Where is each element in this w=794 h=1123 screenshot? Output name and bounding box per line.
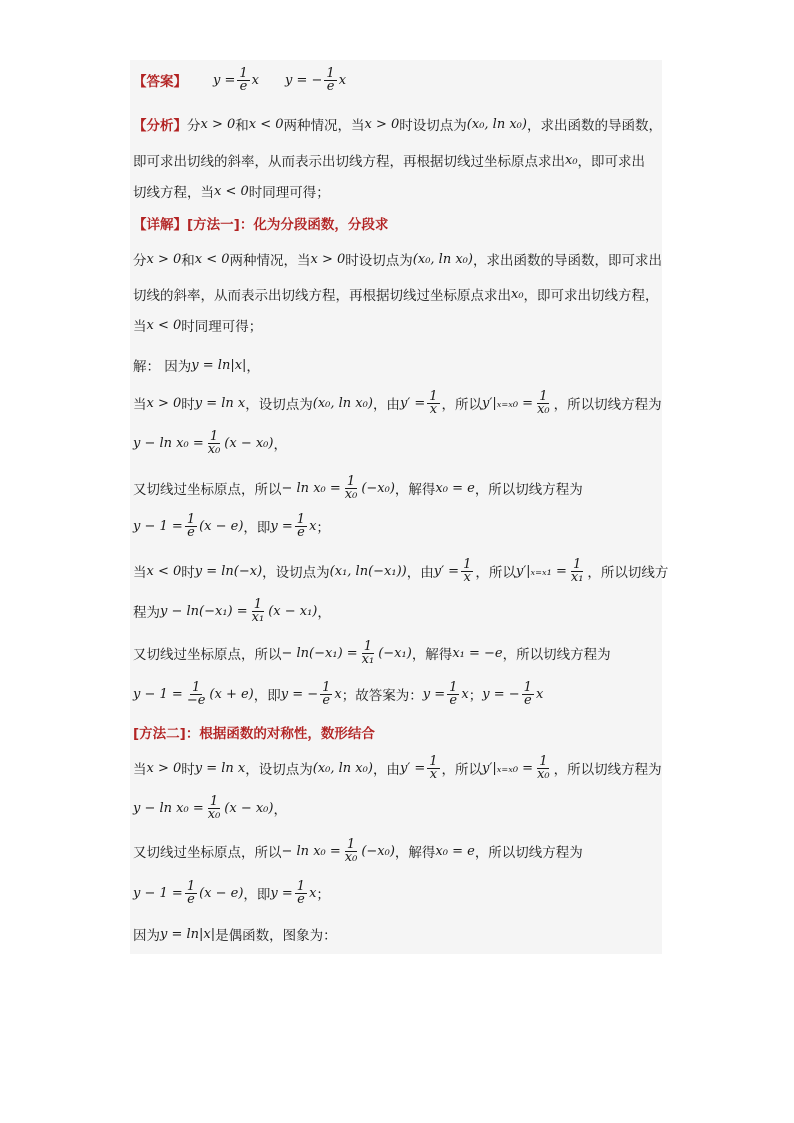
- math-expression: y = ln x: [194, 395, 246, 411]
- fraction: [206, 428, 223, 457]
- body-text: 两种情况，当: [229, 253, 311, 269]
- text-line: [133, 426, 287, 460]
- fraction-denominator: e: [449, 692, 458, 708]
- fraction-numerator: 1: [326, 65, 335, 81]
- fraction-denominator: −e: [186, 692, 206, 708]
- body-text: ，所以切线方程为: [553, 397, 662, 413]
- fraction-denominator: e: [322, 692, 331, 708]
- body-text: ，即: [243, 520, 271, 536]
- math-expression: (−x₀): [361, 843, 395, 859]
- body-text: 时同理可得；: [181, 319, 263, 335]
- math-expression: y = ln|x|: [191, 357, 247, 373]
- fraction: [237, 65, 249, 94]
- body-text: 即可求出切线的斜率，从而表示出切线方程，再根据切线过坐标原点求出: [133, 154, 565, 170]
- fraction-numerator: 1: [429, 753, 438, 769]
- fraction-denominator: x: [429, 766, 438, 782]
- body-text: ，由: [372, 397, 400, 413]
- fraction-numerator: 1: [346, 836, 356, 852]
- math-expression: x < 0: [146, 563, 182, 579]
- body-text: ，设切点为: [245, 397, 313, 413]
- math-expression: x > 0: [146, 251, 182, 267]
- text-line: [133, 509, 330, 543]
- body-text: ，解得: [411, 647, 453, 663]
- body-text: 当: [133, 397, 147, 413]
- body-text: ，: [246, 359, 260, 375]
- math-expression: (x − x₀): [224, 435, 274, 451]
- fraction-numerator: 1: [209, 428, 219, 444]
- text-line: [133, 242, 662, 276]
- fraction-denominator: e: [187, 891, 195, 907]
- text-line: [133, 348, 260, 382]
- body-text: 时同理可得；: [248, 185, 330, 201]
- body-text: 切线的斜率，从而表示出切线方程，再根据切线过坐标原点求出: [133, 288, 511, 304]
- body-text: ；: [316, 520, 330, 536]
- fraction: [427, 753, 439, 782]
- math-expression: x₀: [511, 286, 524, 302]
- fraction: [535, 388, 552, 417]
- text-line: [133, 917, 337, 951]
- math-expression: x: [334, 686, 342, 702]
- body-text: ，解得: [394, 482, 436, 498]
- text-line: [133, 636, 611, 670]
- body-text: ，所以: [475, 565, 516, 581]
- math-expression: x: [535, 686, 544, 702]
- math-expression: y = −: [280, 686, 319, 702]
- math-expression: x: [251, 72, 259, 88]
- body-text: ，解得: [394, 845, 436, 861]
- fraction-numerator: 1: [363, 638, 373, 654]
- math-expression: (x₀, ln x₀): [412, 251, 473, 267]
- body-text: ，即可求出切线方程，: [523, 288, 659, 304]
- math-expression: y − 1 =: [133, 885, 183, 901]
- text-line: [133, 751, 662, 785]
- body-text: ；: [316, 887, 330, 903]
- math-expression: x > 0: [364, 116, 400, 132]
- math-expression: x: [309, 885, 317, 901]
- fraction-denominator: x₀: [537, 401, 550, 417]
- fraction: [461, 556, 473, 585]
- body-text: 时: [181, 397, 195, 413]
- fraction: [447, 679, 459, 708]
- fraction: [343, 473, 360, 502]
- fraction-denominator: x₀: [344, 486, 358, 502]
- text-line: [133, 206, 388, 240]
- fraction-numerator: 1: [209, 793, 219, 809]
- body-text: 时设切点为: [399, 118, 467, 134]
- fraction: [535, 753, 552, 782]
- text-line: [133, 876, 330, 910]
- body-text: ，: [317, 605, 331, 621]
- body-text: ，求出函数的导函数，: [526, 118, 662, 134]
- fraction-numerator: 1: [346, 473, 356, 489]
- body-text: 时: [181, 762, 195, 778]
- body-text: 时: [181, 565, 195, 581]
- fraction: [569, 556, 586, 585]
- math-expression: x₀ = e: [435, 843, 475, 859]
- fraction: [185, 511, 197, 540]
- fraction: [185, 679, 208, 708]
- text-line: [133, 386, 662, 420]
- fraction-denominator: e: [523, 692, 532, 708]
- text-line: [133, 471, 583, 505]
- fraction-numerator: 1: [186, 878, 196, 894]
- fraction-numerator: 1: [429, 388, 438, 404]
- fraction-numerator: 1: [239, 65, 248, 81]
- fraction: [522, 679, 534, 708]
- body-text: ，: [273, 437, 287, 453]
- fraction: [250, 596, 267, 625]
- math-expression: y = −: [482, 686, 520, 702]
- body-text: ，由: [372, 762, 400, 778]
- math-expression: x: [461, 686, 469, 702]
- text-line: [133, 143, 645, 177]
- math-expression: y′|ₓ₌ₓ₀ =: [482, 395, 534, 411]
- fraction: [295, 878, 307, 907]
- math-expression: (x + e): [209, 686, 254, 702]
- body-text: ，即: [243, 887, 271, 903]
- fraction-denominator: x₁: [570, 569, 584, 585]
- fraction-numerator: 1: [523, 679, 532, 695]
- body-text: ，所以切线方程为: [553, 762, 662, 778]
- math-expression: y =: [213, 72, 236, 88]
- math-expression: x₀ = e: [435, 480, 475, 496]
- math-expression: y =: [270, 518, 293, 534]
- body-text: 和: [235, 118, 249, 134]
- math-expression: y − ln x₀ =: [133, 435, 204, 451]
- fraction: [324, 65, 336, 94]
- text-line: [133, 63, 346, 97]
- fraction-denominator: x: [463, 569, 471, 585]
- fraction-denominator: x₀: [207, 441, 221, 457]
- math-expression: x < 0: [194, 251, 230, 267]
- body-text: ，即: [253, 688, 281, 704]
- fraction-denominator: x₀: [537, 766, 550, 782]
- fraction-numerator: 1: [449, 679, 458, 695]
- body-text: ，由: [406, 565, 434, 581]
- body-text: 两种情况，当: [283, 118, 365, 134]
- math-expression: − ln(−x₁) =: [281, 645, 358, 661]
- math-expression: y = ln(−x): [194, 563, 263, 579]
- fraction-denominator: e: [187, 524, 195, 540]
- math-expression: x > 0: [310, 251, 346, 267]
- math-expression: y − 1 =: [133, 518, 183, 534]
- fraction-numerator: 1: [253, 596, 263, 612]
- fraction-numerator: 1: [296, 878, 306, 894]
- math-expression: y′|ₓ₌ₓ₁ =: [515, 563, 567, 579]
- math-expression: (x − x₀): [224, 800, 274, 816]
- math-expression: x: [338, 72, 347, 88]
- math-expression: y = ln x: [194, 760, 246, 776]
- fraction-denominator: x₀: [207, 806, 221, 822]
- body-text: ，求出函数的导函数，即可求出: [472, 253, 662, 269]
- math-expression: (x₀, ln x₀): [312, 760, 373, 776]
- math-expression: x > 0: [146, 395, 182, 411]
- text-line: [133, 834, 583, 868]
- section-label: 【答案】: [133, 74, 187, 90]
- math-expression: (x − e): [199, 518, 244, 534]
- fraction: [427, 388, 439, 417]
- body-text: 当: [133, 319, 147, 335]
- text-line: [133, 277, 659, 311]
- math-expression: x₁ = −e: [452, 645, 503, 661]
- fraction-numerator: 1: [191, 679, 201, 695]
- fraction-numerator: 1: [539, 388, 548, 404]
- math-expression: − ln x₀ =: [281, 480, 341, 496]
- fraction-numerator: 1: [463, 556, 472, 572]
- fraction-numerator: 1: [539, 753, 548, 769]
- text-line: [133, 174, 330, 208]
- math-expression: (−x₁): [378, 645, 412, 661]
- fraction: [185, 878, 197, 907]
- fraction-denominator: e: [239, 78, 248, 94]
- fraction-denominator: x₀: [344, 849, 358, 865]
- body-text: 又切线过坐标原点，所以: [133, 482, 282, 498]
- math-expression: y = ln|x|: [160, 926, 216, 942]
- body-text: 当: [133, 565, 147, 581]
- body-text: ，: [273, 802, 287, 818]
- body-text: ，设切点为: [245, 762, 313, 778]
- math-expression: (x − e): [199, 885, 244, 901]
- math-expression: (x − x₁): [268, 603, 318, 619]
- text-line: [133, 308, 262, 342]
- math-expression: y =: [270, 885, 293, 901]
- fraction-denominator: x: [429, 401, 438, 417]
- fraction-numerator: 1: [572, 556, 582, 572]
- math-expression: y′|ₓ₌ₓ₀ =: [482, 760, 534, 776]
- math-expression: − ln x₀ =: [281, 843, 341, 859]
- fraction: [295, 511, 307, 540]
- body-text: 分: [187, 118, 201, 134]
- body-text: 时设切点为: [345, 253, 413, 269]
- math-expression: x < 0: [248, 116, 284, 132]
- body-text: 因为: [133, 928, 160, 944]
- math-expression: y − ln(−x₁) =: [160, 603, 248, 619]
- body-text: ，所以: [441, 397, 483, 413]
- fraction-denominator: e: [297, 524, 305, 540]
- fraction: [343, 836, 360, 865]
- section-label: 【分析】: [133, 118, 187, 134]
- math-expression: y′ =: [399, 395, 426, 411]
- math-expression: y − 1 =: [133, 686, 183, 702]
- fraction: [206, 793, 223, 822]
- body-text: 当: [133, 762, 147, 778]
- section-label: [方法二]：根据函数的对称性，数形结合: [133, 726, 375, 742]
- fraction-numerator: 1: [186, 511, 196, 527]
- math-expression: (x₀, ln x₀): [312, 395, 373, 411]
- body-text: ，所以切线方: [587, 565, 669, 581]
- math-expression: (−x₀): [361, 480, 395, 496]
- body-text: 解： 因为: [133, 359, 192, 375]
- math-expression: y − ln x₀ =: [133, 800, 204, 816]
- text-line: [133, 791, 287, 825]
- body-text: ，设切点为: [262, 565, 330, 581]
- math-expression: (x₁, ln(−x₁)): [329, 563, 407, 579]
- body-text: 又切线过坐标原点，所以: [133, 647, 282, 663]
- body-text: ；故答案为：: [341, 688, 423, 704]
- math-expression: y =: [422, 686, 446, 702]
- body-text: 程为: [133, 605, 160, 621]
- fraction-numerator: 1: [296, 511, 306, 527]
- math-expression: x: [309, 518, 317, 534]
- fraction-denominator: x₁: [251, 609, 265, 625]
- body-text: ，所以切线方程为: [474, 482, 583, 498]
- fraction-denominator: e: [297, 891, 305, 907]
- fraction-denominator: x₁: [361, 651, 375, 667]
- math-expression: y′ =: [433, 563, 460, 579]
- math-expression: x > 0: [146, 760, 182, 776]
- body-text: 是偶函数，图象为：: [215, 928, 337, 944]
- body-text: 又切线过坐标原点，所以: [133, 845, 282, 861]
- math-expression: x < 0: [214, 183, 249, 199]
- text-line: [133, 715, 375, 749]
- text-line: [133, 677, 543, 711]
- text-line: [133, 594, 331, 628]
- fraction: [320, 679, 332, 708]
- body-text: 切线方程，当: [133, 185, 214, 201]
- math-expression: x < 0: [146, 317, 182, 333]
- math-expression: (x₀, ln x₀): [466, 116, 527, 132]
- math-expression: y′ =: [399, 760, 426, 776]
- body-text: ，所以: [441, 762, 483, 778]
- body-text: ，即可求出: [577, 154, 646, 170]
- fraction-numerator: 1: [322, 679, 331, 695]
- body-text: ；: [468, 688, 483, 704]
- math-expression: x₀: [565, 152, 578, 168]
- text-line: [133, 554, 668, 588]
- fraction-denominator: e: [326, 78, 335, 94]
- fraction: [360, 638, 377, 667]
- text-line: [133, 107, 662, 141]
- body-text: ，所以切线方程为: [474, 845, 583, 861]
- body-text: 分: [133, 253, 147, 269]
- section-label: 【详解】[方法一]：化为分段函数，分段求: [133, 217, 389, 233]
- math-expression: y = −: [285, 72, 323, 88]
- body-text: 和: [181, 253, 195, 269]
- body-text: ，所以切线方程为: [502, 647, 611, 663]
- math-expression: x > 0: [200, 116, 236, 132]
